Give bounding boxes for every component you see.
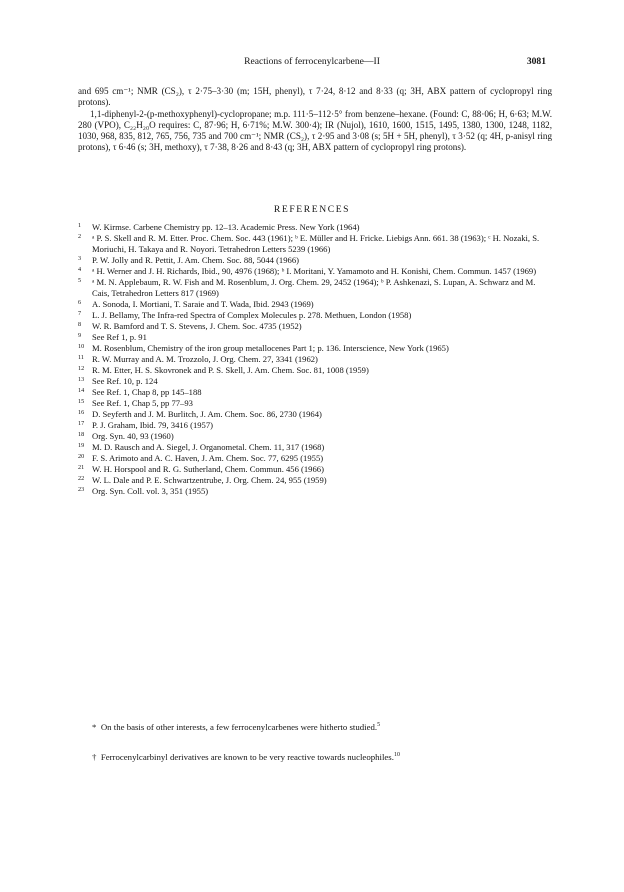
paragraph-continued: and 695 cm⁻¹; NMR (CS₂), τ 2·75–3·30 (m; 15H, phenyl), τ 7·24, 8·12 and 8·33 (q; 3H, ABX pattern of cyclopropyl ring protons). <box>78 86 552 108</box>
reference-text: W. L. Dale and P. E. Schwartzentrube, J. Org. Chem. 24, 955 (1959) <box>92 475 327 485</box>
reference-text: ᵃ M. N. Applebaum, R. W. Fish and M. Rosenblum, J. Org. Chem. 29, 2452 (1964); ᵇ P. Ashkenazi, S. Lupan, A. Schwarz and M. Cais, Tetrahedron Letters 817 (1969) <box>92 277 536 298</box>
reference-item <box>78 398 552 409</box>
reference-item <box>78 233 552 255</box>
reference-number: 16 <box>78 409 85 416</box>
reference-number: 20 <box>78 453 85 460</box>
reference-number: 21 <box>78 464 85 471</box>
reference-text: R. W. Murray and A. M. Trozzolo, J. Org. Chem. 27, 3341 (1962) <box>92 354 318 364</box>
reference-number: 19 <box>78 442 85 449</box>
footnote-text: Ferrocenylcarbinyl derivatives are known to be very reactive towards nucleophiles. <box>100 752 394 762</box>
reference-number: 8 <box>78 321 82 328</box>
reference-text: M. D. Rausch and A. Siegel, J. Organometal. Chem. 11, 317 (1968) <box>92 442 325 452</box>
reference-text: W. R. Bamford and T. S. Stevens, J. Chem. Soc. 4735 (1952) <box>92 321 302 331</box>
reference-number: 22 <box>78 475 85 482</box>
reference-item <box>78 310 552 321</box>
reference-text: P. W. Jolly and R. Pettit, J. Am. Chem. Soc. 88, 5044 (1966) <box>92 255 299 265</box>
footnote-ref: 5 <box>377 722 381 729</box>
reference-item <box>78 420 552 431</box>
reference-item <box>78 431 552 442</box>
footnote-mark: † <box>92 752 97 762</box>
reference-number: 6 <box>78 299 82 306</box>
reference-text: W. H. Horspool and R. G. Sutherland, Chem. Commun. 456 (1966) <box>92 464 324 474</box>
reference-text: Org. Syn. Coll. vol. 3, 351 (1955) <box>92 486 209 496</box>
reference-list <box>78 222 552 497</box>
reference-number: 17 <box>78 420 85 427</box>
reference-number: 1 <box>78 222 82 229</box>
reference-item <box>78 354 552 365</box>
reference-number: 11 <box>78 354 84 361</box>
reference-text: R. M. Etter, H. S. Skovronek and P. S. Skell, J. Am. Chem. Soc. 81, 1008 (1959) <box>92 365 369 375</box>
reference-number: 9 <box>78 332 82 339</box>
reference-text: See Ref. 1, Chap 8, pp 145–188 <box>92 387 202 397</box>
reference-number: 3 <box>78 255 82 262</box>
reference-text: P. J. Graham, Ibid. 79, 3416 (1957) <box>92 420 214 430</box>
reference-number: 10 <box>78 343 85 350</box>
footnote-text: On the basis of other interests, a few ferrocenylcarbenes were hitherto studied. <box>100 722 378 732</box>
reference-number: 12 <box>78 365 85 372</box>
reference-item <box>78 343 552 354</box>
reference-text: A. Sonoda, I. Mortiani, T. Saraie and T. Wada, Ibid. 2943 (1969) <box>92 299 314 309</box>
reference-text: W. Kirmse. Carbene Chemistry pp. 12–13. Academic Press. New York (1964) <box>92 222 360 232</box>
experimental-text <box>78 86 552 154</box>
reference-number: 14 <box>78 387 85 394</box>
reference-text: See Ref. 10, p. 124 <box>92 376 158 386</box>
page-number: 3081 <box>526 56 546 67</box>
reference-item <box>78 464 552 475</box>
reference-item <box>78 321 552 332</box>
footnote-dagger <box>92 752 552 762</box>
reference-number: 2 <box>78 233 82 240</box>
reference-item <box>78 365 552 376</box>
reference-item <box>78 299 552 310</box>
reference-text: L. J. Bellamy, The Infra-red Spectra of Complex Molecules p. 278. Methuen, London (1958) <box>92 310 412 320</box>
reference-number: 5 <box>78 277 82 284</box>
reference-number: 7 <box>78 310 82 317</box>
reference-text: See Ref. 1, Chap 5, pp 77–93 <box>92 398 193 408</box>
reference-item <box>78 222 552 233</box>
references-heading: REFERENCES <box>273 204 351 215</box>
reference-number: 23 <box>78 486 85 493</box>
reference-item <box>78 475 552 486</box>
reference-item <box>78 376 552 387</box>
paragraph-compound-data: 1,1-diphenyl-2-(p-methoxyphenyl)-cyclopropane; m.p. 111·5–112·5° from benzene–hexane. (Found: C, 88·06; H, 6·63; M.W. 280 (VPO), C₂₂H₂₀O requires: C, 87·96; H, 6·71%; M.W. 300·4); IR (Nujol), 1610, 1600, 1515, 1495, 1380, 1300, 1248, 1182, 1030, 968, 835, 812, 765, 756, 735 and 700 cm⁻¹; NMR (CS₂), τ 2·95 and 3·08 (s; 5H + 5H, phenyl), τ 3·52 (q; 4H, p-anisyl ring protons), τ 6·46 (s; 3H, methoxy), τ 7·38, 8·26 and 8·43 (q; 3H, ABX pattern of cyclopropyl ring protons). <box>78 108 552 153</box>
reference-text: M. Rosenblum, Chemistry of the iron group metallocenes Part 1; p. 136. Interscience, New York (1965) <box>92 343 449 353</box>
reference-item <box>78 387 552 398</box>
reference-item <box>78 266 552 277</box>
reference-item <box>78 486 552 497</box>
reference-text: ᵃ H. Werner and J. H. Richards, Ibid., 90, 4976 (1968); ᵇ I. Moritani, Y. Yamamoto and H. Konishi, Chem. Commun. 1457 (1969) <box>92 266 537 276</box>
reference-item <box>78 442 552 453</box>
reference-text: D. Seyferth and J. M. Burlitch, J. Am. Chem. Soc. 86, 2730 (1964) <box>92 409 322 419</box>
footnote-mark: * <box>92 722 97 732</box>
reference-number: 13 <box>78 376 85 383</box>
reference-number: 18 <box>78 431 85 438</box>
reference-item <box>78 409 552 420</box>
reference-text: Org. Syn. 40, 93 (1960) <box>92 431 174 441</box>
reference-item <box>78 332 552 343</box>
running-header <box>78 56 546 70</box>
reference-text: ᵃ P. S. Skell and R. M. Etter. Proc. Chem. Soc. 443 (1961); ᵇ E. Müller and H. Fricke. Liebigs Ann. 661. 38 (1963); ᶜ H. Nozaki, S. Moriuchi, H. Takaya and R. Noyori. Tetrahedron Letters 5239 (1966) <box>92 233 540 254</box>
reference-number: 4 <box>78 266 82 273</box>
reference-number: 15 <box>78 398 85 405</box>
reference-item <box>78 453 552 464</box>
footnote-ref: 10 <box>393 752 400 759</box>
footnote-asterisk <box>92 722 552 732</box>
reference-text: F. S. Arimoto and A. C. Haven, J. Am. Chem. Soc. 77, 6295 (1955) <box>92 453 324 463</box>
reference-text: See Ref 1, p. 91 <box>92 332 147 342</box>
reference-item <box>78 255 552 266</box>
running-title: Reactions of ferrocenylcarbene—II <box>244 56 380 67</box>
reference-item <box>78 277 552 299</box>
